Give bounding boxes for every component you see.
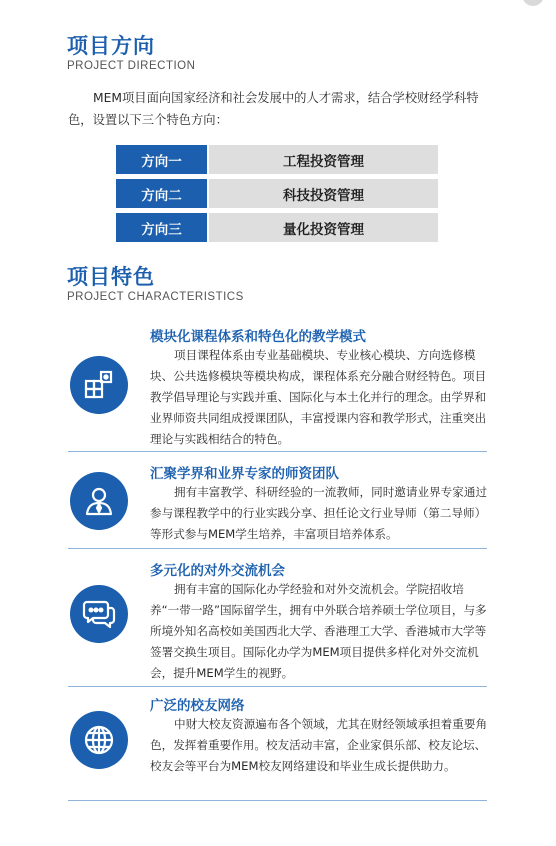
direction-value: 工程投资管理 [209,145,438,174]
divider [68,686,487,687]
feature-body: 中财大校友资源遍布各个领域，尤其在财经领域承担着重要角色，发挥着重要作用。校友活动丰富，企业家俱乐部、校友论坛、校友会等平台为MEM校友网络建设和毕业生成长提供助力。 [150,717,488,773]
divider [68,451,487,452]
feature-body: 拥有丰富教学、科研经验的一流教师，同时邀请业界专家通过参与课程教学中的行业实践分享、担任论文行业导师（第二导师）等形式参与MEM学生培养，丰富项目培养体系。 [150,485,488,541]
divider [68,800,487,801]
characteristics-title: 项目特色 [67,265,155,289]
globe-icon [70,711,128,769]
feature-title: 汇聚学界和业界专家的师资团队 [150,466,339,482]
direction-subtitle: PROJECT DIRECTION [67,60,196,72]
direction-value: 科技投资管理 [209,179,438,208]
direction-row [116,179,438,208]
direction-title: 项目方向 [67,34,155,58]
page-corner-decoration [522,0,544,6]
direction-label: 方向三 [116,213,207,242]
direction-row [116,213,438,242]
feature-title: 多元化的对外交流机会 [150,563,285,579]
person-icon [70,472,128,530]
feature-body: 项目课程体系由专业基础模块、专业核心模块、方向选修模块、公共选修模块等模块构成，课程体系充分融合财经特色。项目教学倡导理论与实践并重、国际化与本土化并行的理念。由学界和业界师资共同组成授课团队，丰富授课内容和教学形式，注重突出理论与实践相结合的特色。 [150,348,487,446]
divider [68,548,487,549]
characteristics-subtitle: PROJECT CHARACTERISTICS [67,291,244,303]
feature-title: 广泛的校友网络 [150,698,245,714]
direction-row [116,145,438,174]
feature-body: 拥有丰富的国际化办学经验和对外交流机会。学院招收培养“一带一路”国际留学生，拥有中外联合培养硕士学位项目，与多所境外知名高校如美国西北大学、香港理工大学、香港城市大学等签署交换生项目。国际化办学为MEM项目提供多样化对外交流机会，提升MEM学生的视野。 [150,582,487,680]
direction-label: 方向一 [116,145,207,174]
direction-intro: MEM项目面向国家经济和社会发展中的人才需求，结合学校财经学科特色，设置以下三个特色方向： [68,91,479,127]
direction-value: 量化投资管理 [209,213,438,242]
direction-label: 方向二 [116,179,207,208]
modules-icon [70,356,128,414]
chat-bubbles-icon [70,585,128,643]
feature-title: 模块化课程体系和特色化的教学模式 [150,329,366,345]
